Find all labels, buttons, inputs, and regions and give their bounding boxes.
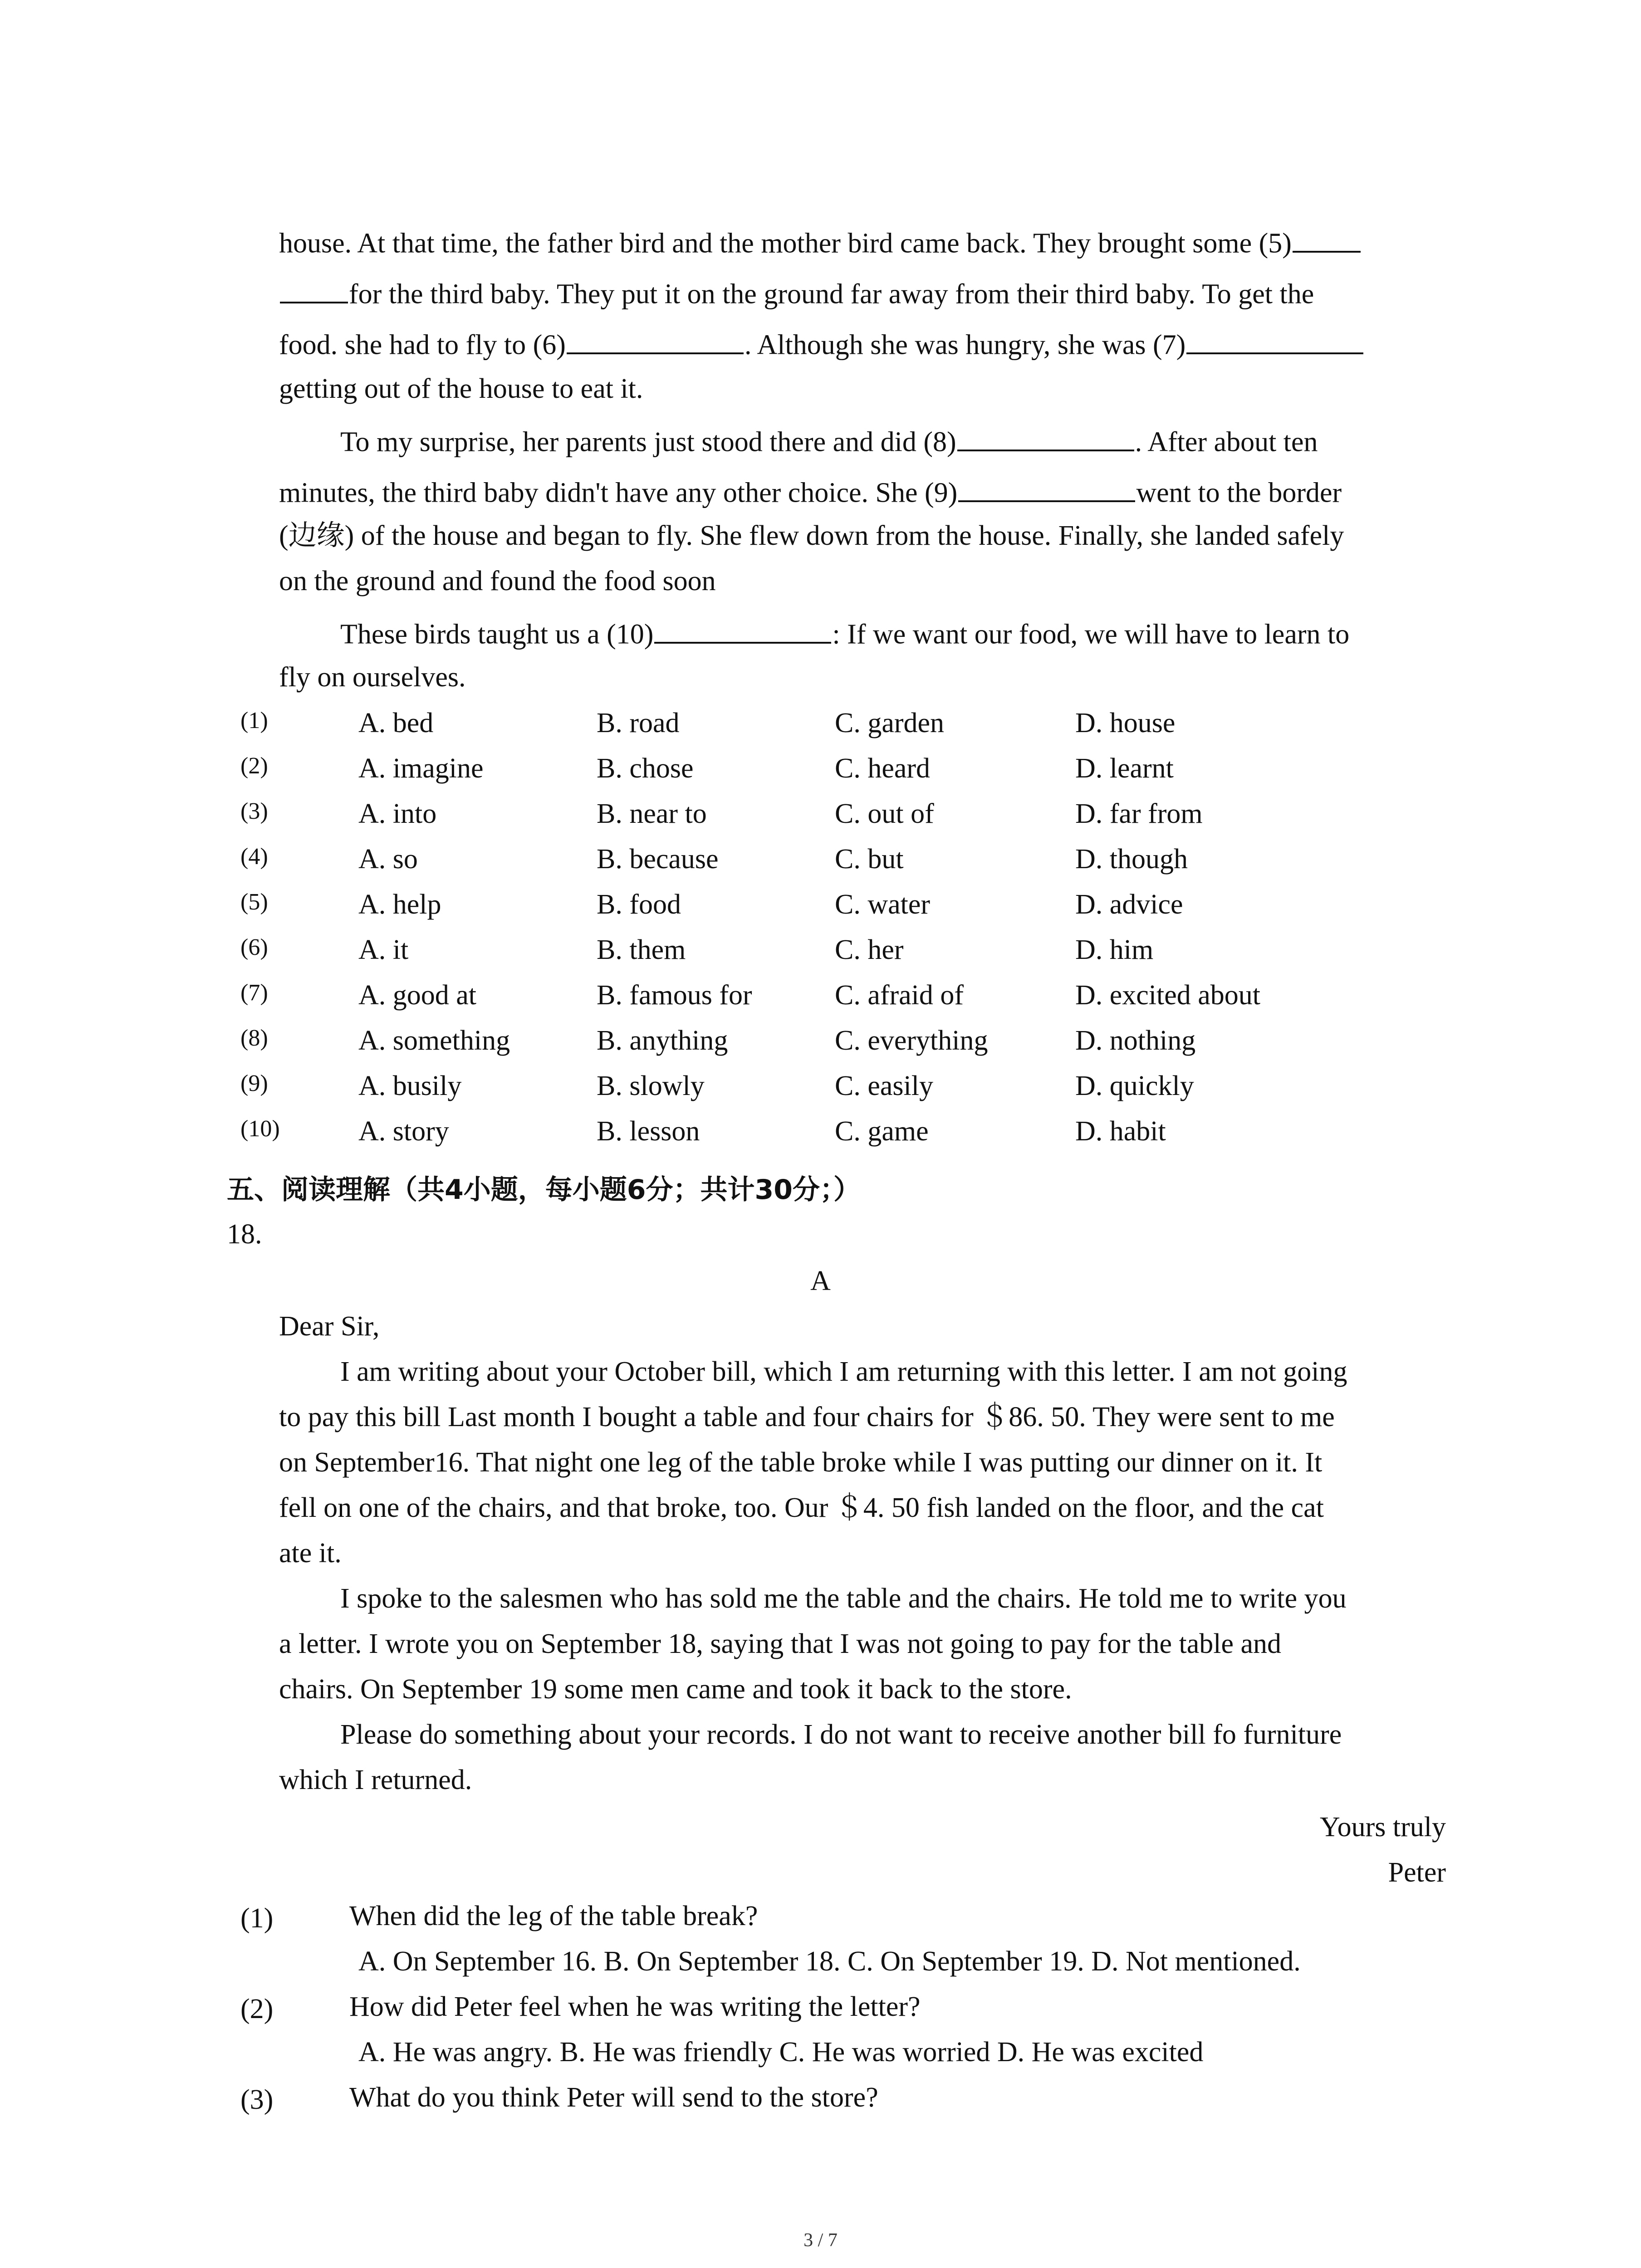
letter-line: on September16. That night one leg of the table broke while I was putting our dinner on it. It xyxy=(279,1447,1323,1478)
answer-blank[interactable] xyxy=(567,328,744,354)
question-label: (1) xyxy=(240,1903,274,1934)
question-choices[interactable]: A. On September 16. B. On September 18. C. On September 19. D. Not mentioned. xyxy=(358,1946,1301,1977)
passage-heading: A xyxy=(810,1266,831,1296)
letter-line: to pay this bill Last month I bought a table and four chairs for ＄86. 50. They were sent to me xyxy=(279,1402,1335,1432)
option-c[interactable]: C. her xyxy=(835,934,904,965)
option-d[interactable]: D. excited about xyxy=(1075,980,1261,1011)
passage-text: minutes, the third baby didn't have any other choice. She (9) xyxy=(279,477,958,508)
passage-line xyxy=(279,278,1314,308)
question-label: (2) xyxy=(240,1994,274,2024)
passage-text: went to the border xyxy=(1136,477,1342,508)
answer-blank[interactable] xyxy=(1293,227,1361,253)
option-b[interactable]: B. because xyxy=(597,844,719,875)
answer-blank[interactable] xyxy=(958,476,1135,502)
item-number: (4) xyxy=(240,844,268,870)
option-c[interactable]: C. heard xyxy=(835,753,931,784)
option-d[interactable]: D. advice xyxy=(1075,889,1183,920)
option-a[interactable]: A. good at xyxy=(358,980,477,1011)
option-b[interactable]: B. anything xyxy=(597,1025,728,1056)
item-number: (1) xyxy=(240,708,268,733)
item-number: (7) xyxy=(240,980,268,1006)
passage-line: on the ground and found the food soon xyxy=(279,566,716,596)
option-a[interactable]: A. it xyxy=(358,934,409,965)
question-label: (3) xyxy=(240,2084,274,2115)
option-b[interactable]: B. road xyxy=(597,708,680,738)
passage-text: for the third baby. They put it on the ground far away from their third baby. To get the xyxy=(349,279,1314,310)
item-number: (3) xyxy=(240,798,268,824)
option-a[interactable]: A. something xyxy=(358,1025,510,1056)
option-c[interactable]: C. out of xyxy=(835,798,934,829)
option-b[interactable]: B. famous for xyxy=(597,980,752,1011)
question-number: 18. xyxy=(227,1219,262,1250)
letter-line: I am writing about your October bill, which I am returning with this letter. I am not going xyxy=(340,1356,1347,1387)
option-b[interactable]: B. near to xyxy=(597,798,707,829)
passage-line: (边缘) of the house and began to fly. She flew down from the house. Finally, she landed safely xyxy=(279,520,1344,551)
option-d[interactable]: D. him xyxy=(1075,934,1154,965)
passage-text: These birds taught us a (10) xyxy=(340,619,654,650)
option-b[interactable]: B. chose xyxy=(597,753,694,784)
option-d[interactable]: D. though xyxy=(1075,844,1188,875)
passage-line xyxy=(279,227,1362,258)
passage-text: To my surprise, her parents just stood there and did (8) xyxy=(340,426,956,458)
section-title: 五、阅读理解（共4小题，每小题6分；共计30分；） xyxy=(227,1174,861,1206)
letter-line: which I returned. xyxy=(279,1765,472,1795)
option-a[interactable]: A. help xyxy=(358,889,441,920)
letter-signature: Peter xyxy=(1388,1857,1446,1888)
option-a[interactable]: A. imagine xyxy=(358,753,484,784)
item-number: (10) xyxy=(240,1116,280,1142)
passage-line xyxy=(279,476,1342,507)
passage-text: : If we want our food, we will have to learn to xyxy=(832,619,1350,650)
option-a[interactable]: A. busily xyxy=(358,1070,462,1101)
letter-line: a letter. I wrote you on September 18, saying that I was not going to pay for the table and xyxy=(279,1628,1282,1659)
letter-closing: Yours truly xyxy=(1320,1812,1446,1843)
option-a[interactable]: A. story xyxy=(358,1116,449,1147)
option-d[interactable]: D. learnt xyxy=(1075,753,1174,784)
option-b[interactable]: B. slowly xyxy=(597,1070,705,1101)
page-number: 3 / 7 xyxy=(803,2230,838,2251)
option-d[interactable]: D. habit xyxy=(1075,1116,1166,1147)
option-c[interactable]: C. but xyxy=(835,844,904,875)
item-number: (6) xyxy=(240,934,268,960)
passage-line: getting out of the house to eat it. xyxy=(279,373,643,404)
option-a[interactable]: A. bed xyxy=(358,708,434,738)
letter-line: fell on one of the chairs, and that broke, too. Our ＄4. 50 fish landed on the floor, and the cat xyxy=(279,1492,1324,1523)
letter-line: Please do something about your records. I do not want to receive another bill fo furniture xyxy=(340,1719,1342,1750)
passage-text: house. At that time, the father bird and the mother bird came back. They brought some (5) xyxy=(279,228,1292,259)
option-c[interactable]: C. water xyxy=(835,889,931,920)
passage-line: fly on ourselves. xyxy=(279,662,466,693)
option-c[interactable]: C. afraid of xyxy=(835,980,964,1011)
question-text: How did Peter feel when he was writing the letter? xyxy=(349,1991,921,2022)
option-d[interactable]: D. house xyxy=(1075,708,1176,738)
option-a[interactable]: A. so xyxy=(358,844,418,875)
letter-line: ate it. xyxy=(279,1538,342,1569)
letter-line: chairs. On September 19 some men came and took it back to the store. xyxy=(279,1674,1072,1705)
answer-blank[interactable] xyxy=(280,278,348,303)
option-c[interactable]: C. garden xyxy=(835,708,945,738)
option-b[interactable]: B. lesson xyxy=(597,1116,700,1147)
option-d[interactable]: D. quickly xyxy=(1075,1070,1194,1101)
question-text: When did the leg of the table break? xyxy=(349,1901,758,1931)
item-number: (2) xyxy=(240,753,268,779)
passage-line xyxy=(340,618,1349,649)
letter-line: I spoke to the salesmen who has sold me the table and the chairs. He told me to write you xyxy=(340,1583,1347,1614)
option-a[interactable]: A. into xyxy=(358,798,437,829)
answer-blank[interactable] xyxy=(1186,328,1363,354)
item-number: (8) xyxy=(240,1025,268,1051)
item-number: (9) xyxy=(240,1070,268,1096)
answer-blank[interactable] xyxy=(654,618,831,644)
passage-text: . Although she was hungry, she was (7) xyxy=(744,329,1186,361)
question-text: What do you think Peter will send to the store? xyxy=(349,2082,878,2113)
passage-text: . After about ten xyxy=(1135,426,1318,458)
option-b[interactable]: B. food xyxy=(597,889,681,920)
passage-line xyxy=(340,425,1318,456)
passage-text: food. she had to fly to (6) xyxy=(279,329,566,361)
answer-blank[interactable] xyxy=(957,425,1134,451)
letter-greeting: Dear Sir, xyxy=(279,1311,380,1342)
item-number: (5) xyxy=(240,889,268,915)
option-c[interactable]: C. easily xyxy=(835,1070,933,1101)
option-c[interactable]: C. everything xyxy=(835,1025,988,1056)
passage-line xyxy=(279,328,1364,359)
option-c[interactable]: C. game xyxy=(835,1116,929,1147)
option-d[interactable]: D. far from xyxy=(1075,798,1203,829)
option-d[interactable]: D. nothing xyxy=(1075,1025,1196,1056)
question-choices[interactable]: A. He was angry. B. He was friendly C. He was worried D. He was excited xyxy=(358,2037,1204,2068)
option-b[interactable]: B. them xyxy=(597,934,686,965)
